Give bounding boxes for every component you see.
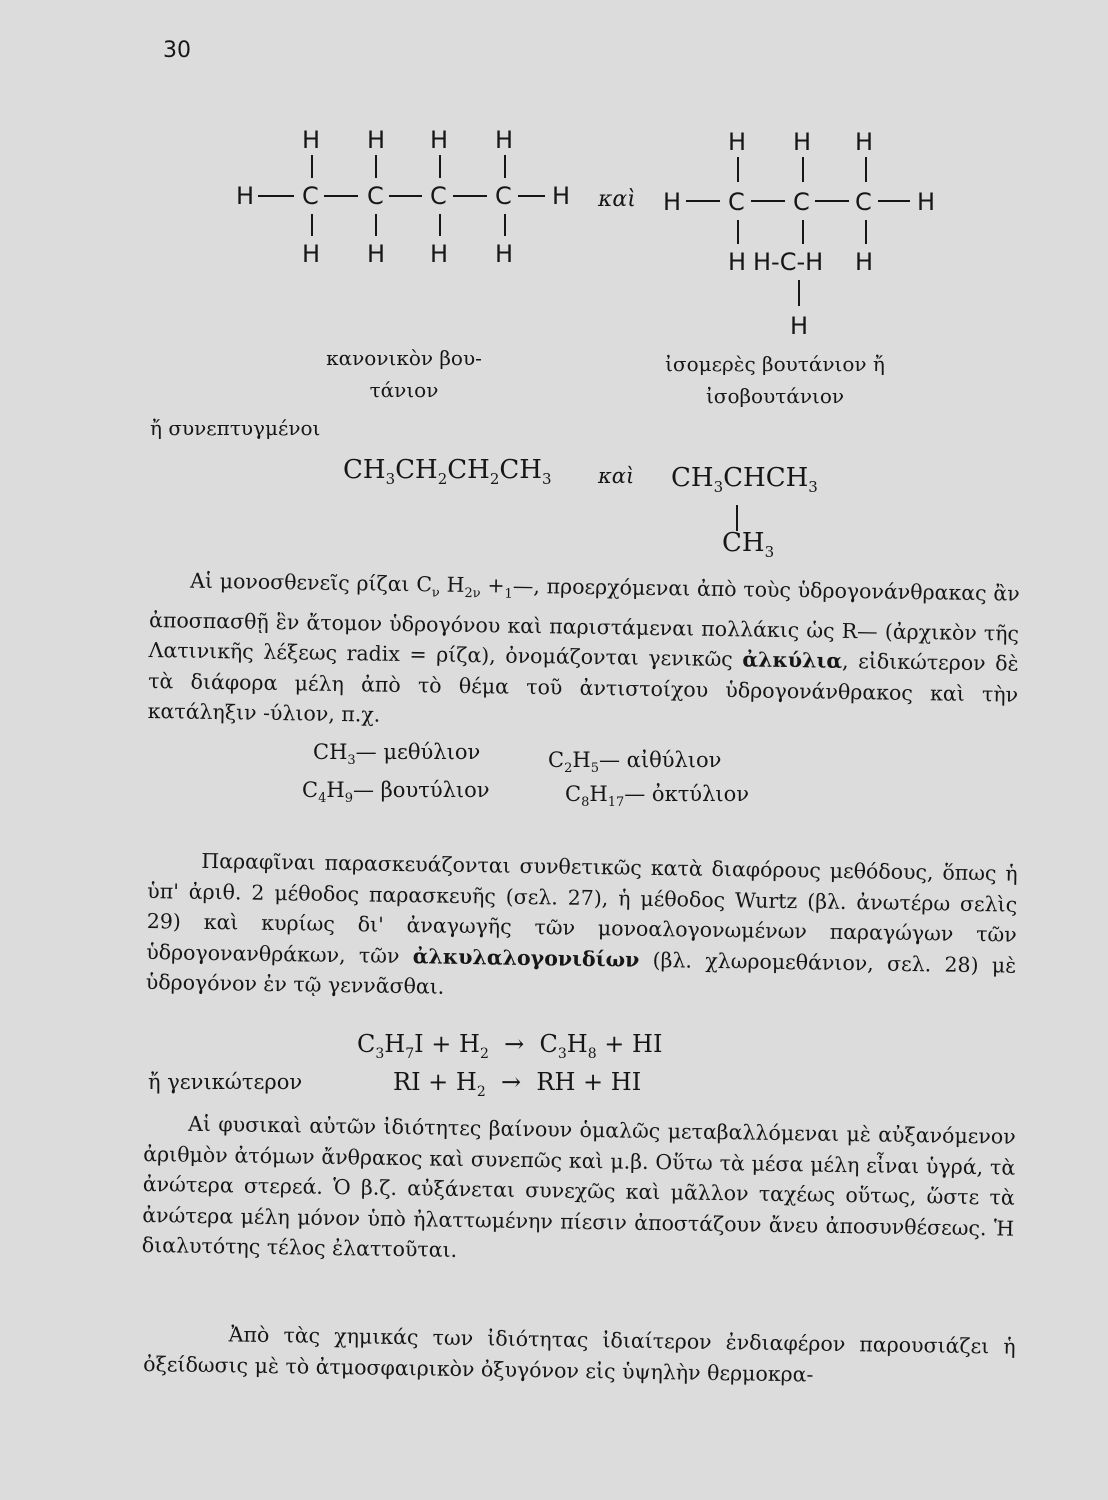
page-number: 30: [163, 38, 191, 63]
paragraph-physical-properties: Αἱ φυσικαὶ αὐτῶν ἰδιότητες βαίνουν ὁμαλῶς μεταβαλλόμεναι μὲ αὐξανόμενον ἀριθμὸν ἀτόμων ἄνθρακος καὶ συνεπῶς καὶ μ.β. Οὕτω τὰ μέσα μέλη εἶναι ὑγρά, τὰ ἀνώτερα στερεά. Ὁ β.ζ. αὐξάνεται συνεχῶς καὶ μᾶλλον ταχέως οὕτως, ὥστε τὰ ἀνώτερα μέλη μόνον ὑπὸ ἠλαττωμένην πίεσιν ἀποστάζουν ἄνευ ἀποσυνθέσεως. Ἡ διαλυτότης τέλος ἐλαττοῦται.: [141, 1111, 1016, 1263]
svg-text:H: H: [663, 188, 682, 216]
term-alkylia: ἀλκύλια: [742, 647, 843, 674]
equation-general-label: ἤ γενικώτερον: [148, 1070, 303, 1094]
equation-propyl-iodide: $C_3H_7I + H_2 \to C_3H_8$ + HI: [357, 1030, 663, 1062]
alkyl-butyl: $C_4H_9—$ βουτύλιον: [302, 778, 490, 807]
alkyl-octyl: $C_8H_{17}—$ ὀκτύλιον: [565, 782, 750, 811]
svg-text:H: H: [793, 128, 812, 156]
normal-butane-structure: [236, 126, 570, 268]
svg-text:H: H: [728, 248, 747, 276]
condensed-kai: καὶ: [598, 464, 635, 488]
isobutane-caption: ἰσομερὲς βουτάνιον ἤ ἰσοβουτάνιον: [665, 352, 885, 408]
svg-text:C: C: [430, 182, 447, 210]
svg-text:H: H: [430, 240, 449, 268]
svg-text:H: H: [917, 188, 936, 216]
conjunction-kai: καὶ: [598, 187, 636, 212]
svg-text:C: C: [728, 188, 745, 216]
svg-text:H: H: [302, 240, 321, 268]
paragraph-paraffin-synthesis: Παραφῖναι παρασκευάζονται συνθετικῶς κατὰ διαφόρους μεθόδους, ὅπως ἡ ὑπ' ἀριθ. 2 μέθοδος παρασκευῆς (σελ. 27), ἡ μέθοδος Wurtz (βλ. ἀνωτέρω σελὶς 29) καὶ κυρίως δι' ἀναγωγῆς τῶν μονοαλογονωμένων παραγώγων τῶν ὑδρογονανθράκων, τῶν ἀλκυλαλογονιδίων (βλ. χλωρομεθάνιον, σελ. 28) μὲ ὑδρογόνον ἐν τῷ γεννᾶσθαι.: [145, 847, 1018, 1000]
svg-text:H: H: [367, 126, 386, 154]
svg-text:H: H: [367, 240, 386, 268]
svg-text:C: C: [495, 182, 512, 210]
svg-text:H: H: [302, 126, 321, 154]
svg-text:H: H: [855, 128, 874, 156]
alkyl-ethyl: $C_2H_5—$ αἰθύλιον: [548, 748, 722, 777]
svg-text:C: C: [367, 182, 384, 210]
svg-text:H: H: [430, 126, 449, 154]
svg-text:C: C: [302, 182, 319, 210]
isobutane-structure: [663, 128, 935, 340]
svg-text:H: H: [495, 240, 514, 268]
paragraph-alkyl-radicals: Αἱ μονοσθενεῖς ρίζαι $C_\nu$ $H_{2\nu}$ $+_1—$, προερχόμεναι ἀπὸ τοὺς ὑδρογονάνθρακας ἂν ἀποσπασθῇ ἓν ἄτομον ὑδρογόνου καὶ παριστάμεναι πολλάκις ὡς R— (ἀρχικὸν τῆς Λατινικῆς λέξεως radix = ρίζα), ὀνομάζονται γενικῶς ἀλκύλια, εἰδικώτερον δὲ τὰ διάφορα μέλη ἀπὸ τὸ θέμα τοῦ ἀντιστοίχου ὑδρογονάνθρακος καὶ τὴν κατάληξιν -ύλιον, π.χ.: [147, 567, 1020, 728]
svg-text:C: C: [793, 188, 810, 216]
condensed-isobutane-branch: $CH_3$: [722, 528, 775, 562]
normal-butane-caption: κανονικὸν βου- τάνιον: [326, 346, 482, 402]
svg-text:H: H: [495, 126, 514, 154]
equation-general: RI + $H_2$ → RH + HI: [393, 1068, 642, 1100]
condensed-label: ἤ συνεπτυγμένοι: [150, 416, 321, 440]
term-alkylhalides: ἀλκυλαλογονιδίων: [412, 943, 640, 972]
paragraph-chemical-properties: Ἀπὸ τὰς χημικάς των ἰδιότητας ἰδιαίτερον ἐνδιαφέρον παρουσιάζει ἡ ὀξείδωσις μὲ τὸ ἀτμοσφαιρικὸν ὀξυγόνον εἰς ὑψηλὴν θερμοκρα-: [143, 1322, 1016, 1387]
svg-text:H: H: [855, 248, 874, 276]
svg-text:H: H: [236, 182, 255, 210]
svg-text:C: C: [855, 188, 872, 216]
svg-text:H: H: [552, 182, 571, 210]
svg-text:H-C-H: H-C-H: [753, 248, 824, 276]
svg-text:H: H: [790, 312, 809, 340]
butane-structures: [0, 0, 1108, 360]
condensed-normal-butane: $CH_3CH_2CH_2CH_3$: [343, 455, 552, 489]
alkyl-methyl: $CH_3—$ μεθύλιον: [313, 740, 481, 769]
condensed-isobutane: $CH_3CHCH_3$: [671, 463, 818, 497]
svg-text:H: H: [728, 128, 747, 156]
